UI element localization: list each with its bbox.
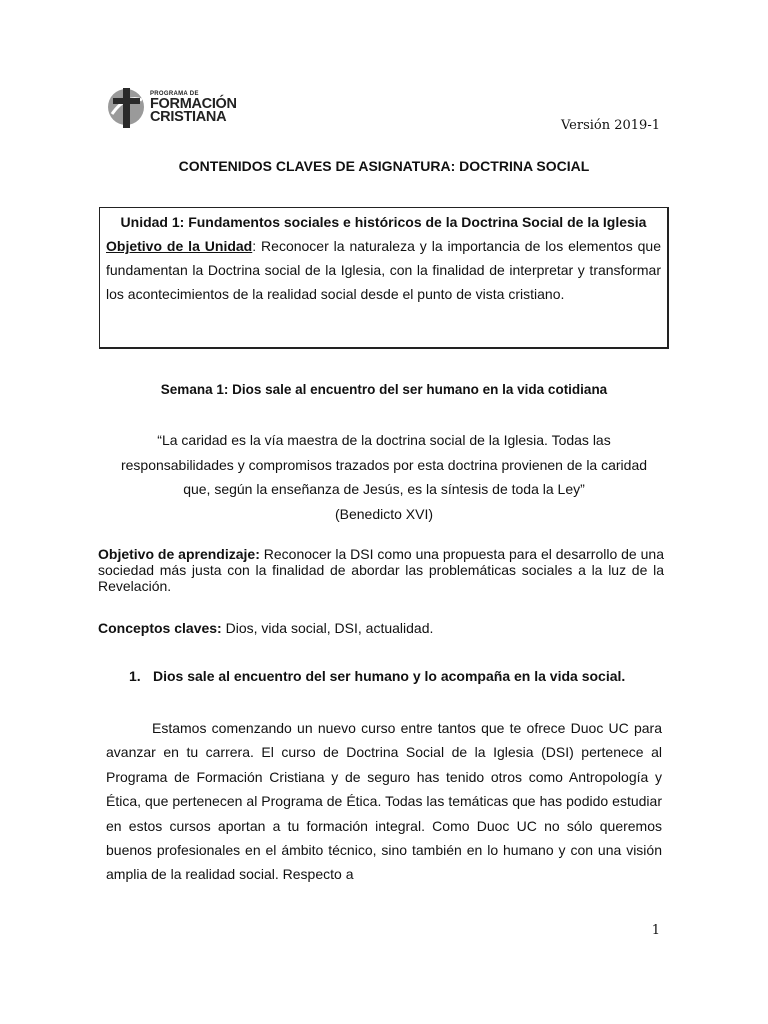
- logo-line-3: CRISTIANA: [150, 108, 227, 125]
- unit-title: Unidad 1: Fundamentos sociales e históricos de la Doctrina Social de la Iglesia: [120, 214, 647, 230]
- unit-objective-label: Objetivo de la Unidad: [106, 238, 253, 254]
- key-concepts-text: Dios, vida social, DSI, actualidad.: [221, 620, 434, 636]
- unit-objective-text: : Reconocer la naturaleza y la importancia de los elementos que fundamentan la Doctrina social de la Iglesia, con la finalidad de interpretar y transformar los acontecimientos de la realidad social desde el punto de vista cristiano.: [106, 238, 661, 302]
- version-label: Versión 2019-1: [560, 118, 660, 133]
- learning-objective: [98, 546, 664, 594]
- body-paragraph: Estamos comenzando un nuevo curso entre tantos que te ofrece Duoc UC para avanzar en tu carrera. El curso de Doctrina Social de la Iglesia (DSI) pertenece al Programa de Formación Cristiana y de seguro has tenido otros como Antropología y Ética, que pertenecen al Programa de Ética. Todas las temáticas que has podido estudiar en estos cursos aportan a tu formación integral. Como Duoc UC no sólo queremos buenos profesionales en el ámbito técnico, sino también en lo humano y con una visión amplia de la realidad social. Respecto a: [106, 720, 662, 883]
- page-number: 1: [651, 923, 660, 938]
- quote-author: (Benedicto XVI): [334, 505, 434, 522]
- section-number: 1.: [129, 668, 141, 684]
- section-heading: [129, 668, 625, 684]
- key-concepts: [98, 620, 664, 636]
- unit-box: [99, 207, 669, 349]
- week-title: Semana 1: Dios sale al encuentro del ser humano en la vida cotidiana: [160, 382, 608, 397]
- logo-line-2: FORMACIÓN: [150, 95, 237, 112]
- logo-text: [150, 91, 237, 124]
- quote-block: [112, 428, 656, 526]
- document-title: CONTENIDOS CLAVES DE ASIGNATURA: DOCTRINA SOCIAL: [178, 158, 590, 174]
- key-concepts-label: Conceptos claves:: [98, 620, 222, 636]
- program-logo: [106, 84, 237, 130]
- unit-objective: [106, 234, 661, 306]
- logo-line-1: PROGRAMA DE: [150, 90, 199, 97]
- cross-logo-icon: [106, 84, 146, 130]
- learning-objective-text: Reconocer la DSI como una propuesta para el desarrollo de una sociedad más justa con la finalidad de abordar las problemáticas sociales a la luz de la Revelación.: [98, 546, 664, 594]
- quote-text: “La caridad es la vía maestra de la doctrina social de la Iglesia. Todas las responsabilidades y compromisos trazados por esta doctrina provienen de la caridad que, según la enseñanza de Jesús, es la síntesis de toda la Ley”: [120, 432, 648, 497]
- learning-objective-label: Objetivo de aprendizaje:: [98, 546, 260, 562]
- section-title: Dios sale al encuentro del ser humano y lo acompaña en la vida social.: [153, 668, 626, 684]
